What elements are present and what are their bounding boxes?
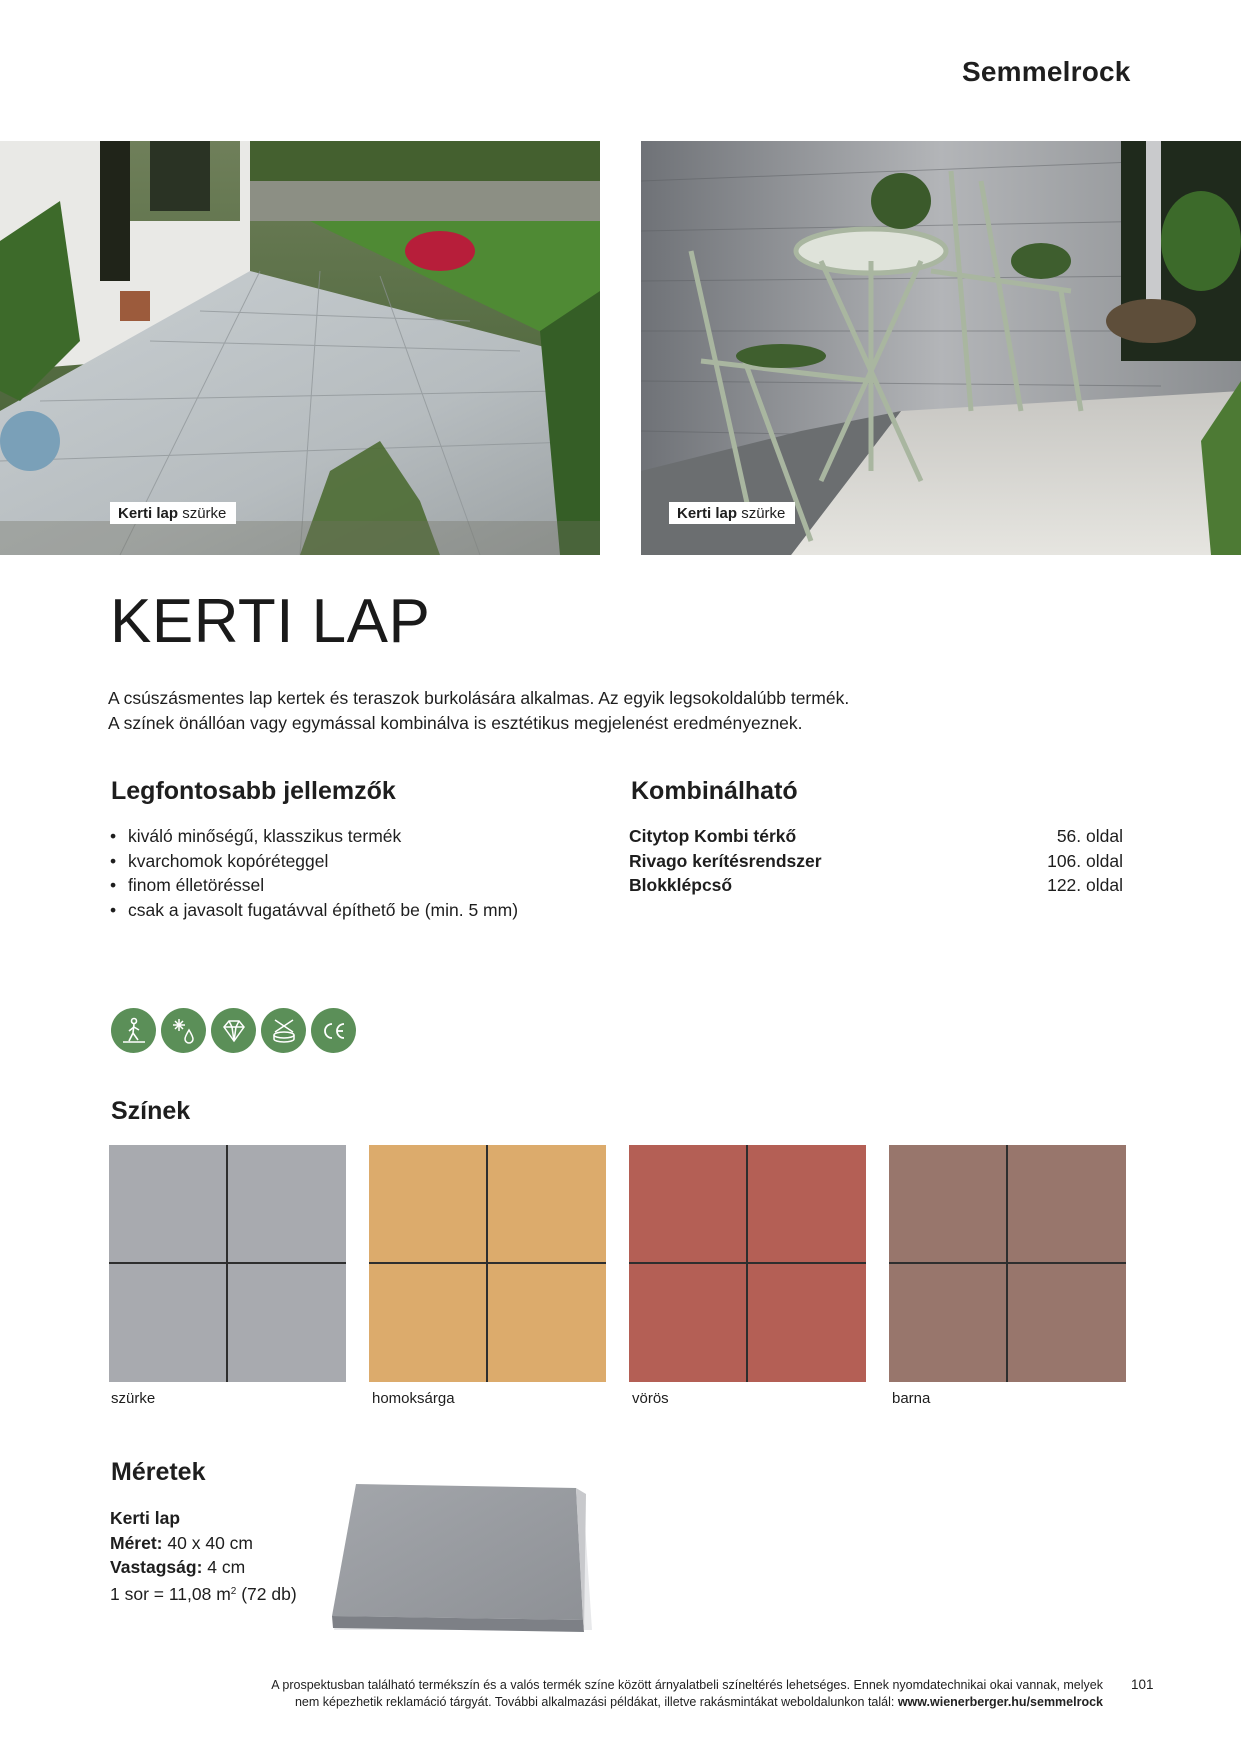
slab-product-image	[328, 1480, 593, 1645]
footer-disclaimer: A prospektusban található termékszín és a valós termék színe között árnyalatbeli színeltérés lehetséges. Ennek nyomdatechnikai okai vannak, melyek nem képezhetik reklamáció tárgyát. További alkalmazási példákat, illetve rakásmintákat weboldalunkon talál: www.wienerberger.hu/semmelrock	[271, 1678, 1103, 1709]
combo-page-ref: 106. oldal	[1047, 850, 1123, 871]
combo-page-ref: 56. oldal	[1056, 826, 1123, 846]
diamond-icon	[211, 1008, 256, 1053]
spec-product-name: Kerti lap	[110, 1508, 181, 1528]
frost-salt-icon	[161, 1008, 206, 1053]
color-swatch-voros	[629, 1145, 866, 1382]
color-swatch-homoksarga	[369, 1145, 606, 1382]
photo-bistro-table	[641, 141, 1241, 555]
swatch-label: vörös	[632, 1390, 669, 1407]
photo-caption: Kerti lap szürke	[110, 502, 236, 524]
list-item: • kiváló minőségű, klasszikus termék	[110, 824, 518, 849]
page-title: KERTI LAP	[110, 587, 431, 656]
property-icons	[111, 1008, 356, 1053]
combo-product-name: Rivago kerítésrendszer	[629, 850, 822, 871]
list-item: • finom élletöréssel	[110, 873, 518, 898]
swatch-label: homoksárga	[372, 1390, 455, 1407]
color-swatch-szurke	[109, 1145, 346, 1382]
size-specs: Kerti lap Méret: 40 x 40 cm Vastagság: 4 cm 1 sor = 11,08 $m^2$ (72 db)	[110, 1508, 297, 1604]
list-item: • kvarchomok kopóréteggel	[110, 849, 518, 874]
features-heading: Legfontosabb jellemzők	[111, 777, 396, 805]
page-number: 101	[1131, 1677, 1154, 1692]
combinable-heading: Kombinálható	[631, 777, 798, 805]
photo-garden-patio	[0, 141, 600, 555]
intro-paragraph: A csúszásmentes lap kertek és teraszok burkolására alkalmas. Az egyik legsokoldalúbb termék. A színek önállóan vagy egymással kombinálva is esztétikus megjelenést eredményeznek.	[108, 688, 850, 733]
walking-person-icon	[111, 1008, 156, 1053]
combo-product-name: Blokklépcső	[629, 875, 733, 895]
color-swatch-barna	[889, 1145, 1126, 1382]
pressure-load-icon	[261, 1008, 306, 1053]
brand-logo-text: Semmelrock	[962, 56, 1131, 87]
list-item	[629, 849, 1123, 874]
colors-heading: Színek	[111, 1097, 191, 1125]
list-item	[629, 824, 1123, 849]
combo-page-ref: 122. oldal	[1047, 875, 1123, 895]
combo-product-name: Citytop Kombi térkő	[629, 826, 797, 846]
list-item: • csak a javasolt fugatávval építhető be (min. 5 mm)	[110, 898, 518, 923]
list-item	[629, 873, 1123, 898]
combinable-list	[629, 824, 1123, 898]
ce-mark-icon	[311, 1008, 356, 1053]
footer-website-link[interactable]: www.wienerberger.hu/semmelrock	[897, 1695, 1103, 1709]
swatch-label: barna	[892, 1390, 931, 1407]
sizes-heading: Méretek	[111, 1458, 206, 1486]
swatch-label: szürke	[111, 1390, 156, 1407]
photo-caption: Kerti lap szürke	[669, 502, 795, 524]
features-list	[110, 824, 518, 922]
